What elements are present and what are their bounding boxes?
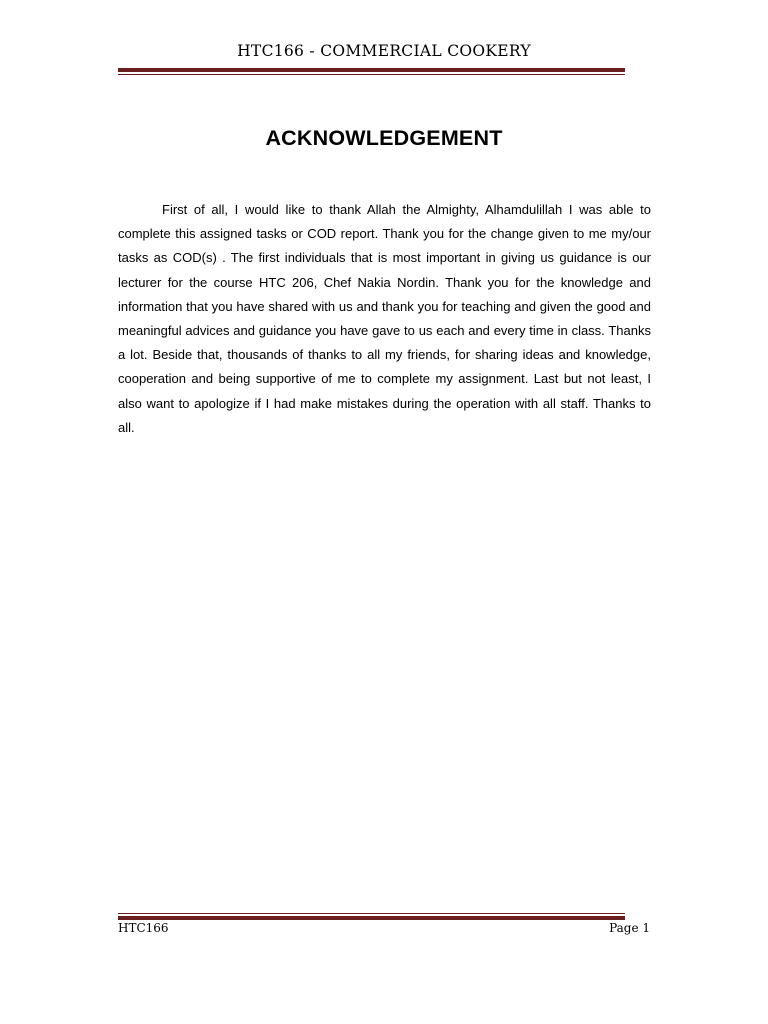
header-rule-thin <box>118 74 625 75</box>
acknowledgement-paragraph: First of all, I would like to thank Allah the Almighty, Alhamdulillah I was able to complete this assigned tasks or COD report. Thank you for the change given to me my/our tasks as COD(s) . The first individuals that is most important in giving us guidance is our lecturer for the course HTC 206, Chef Nakia Nordin. Thank you for the knowledge and information that you have shared with us and thank you for teaching and given the good and meaningful advices and guidance you have gave to us each and every time in class. Thanks a lot. Beside that, thousands of thanks to all my friends, for sharing ideas and knowledge, cooperation and being supportive of me to complete my assignment. Last but not least, I also want to apologize if I had make mistakes during the operation with all staff. Thanks to all. <box>118 202 651 435</box>
footer-rule-thin <box>118 913 625 914</box>
header-rule-thick <box>118 68 625 72</box>
page-header-title: HTC166 - COMMERCIAL COOKERY <box>237 42 531 60</box>
footer-page-number: Page 1 <box>609 921 650 935</box>
document-heading: ACKNOWLEDGEMENT <box>265 126 503 150</box>
footer-rule-thick <box>118 916 625 920</box>
footer-course-code: HTC166 <box>118 921 169 935</box>
